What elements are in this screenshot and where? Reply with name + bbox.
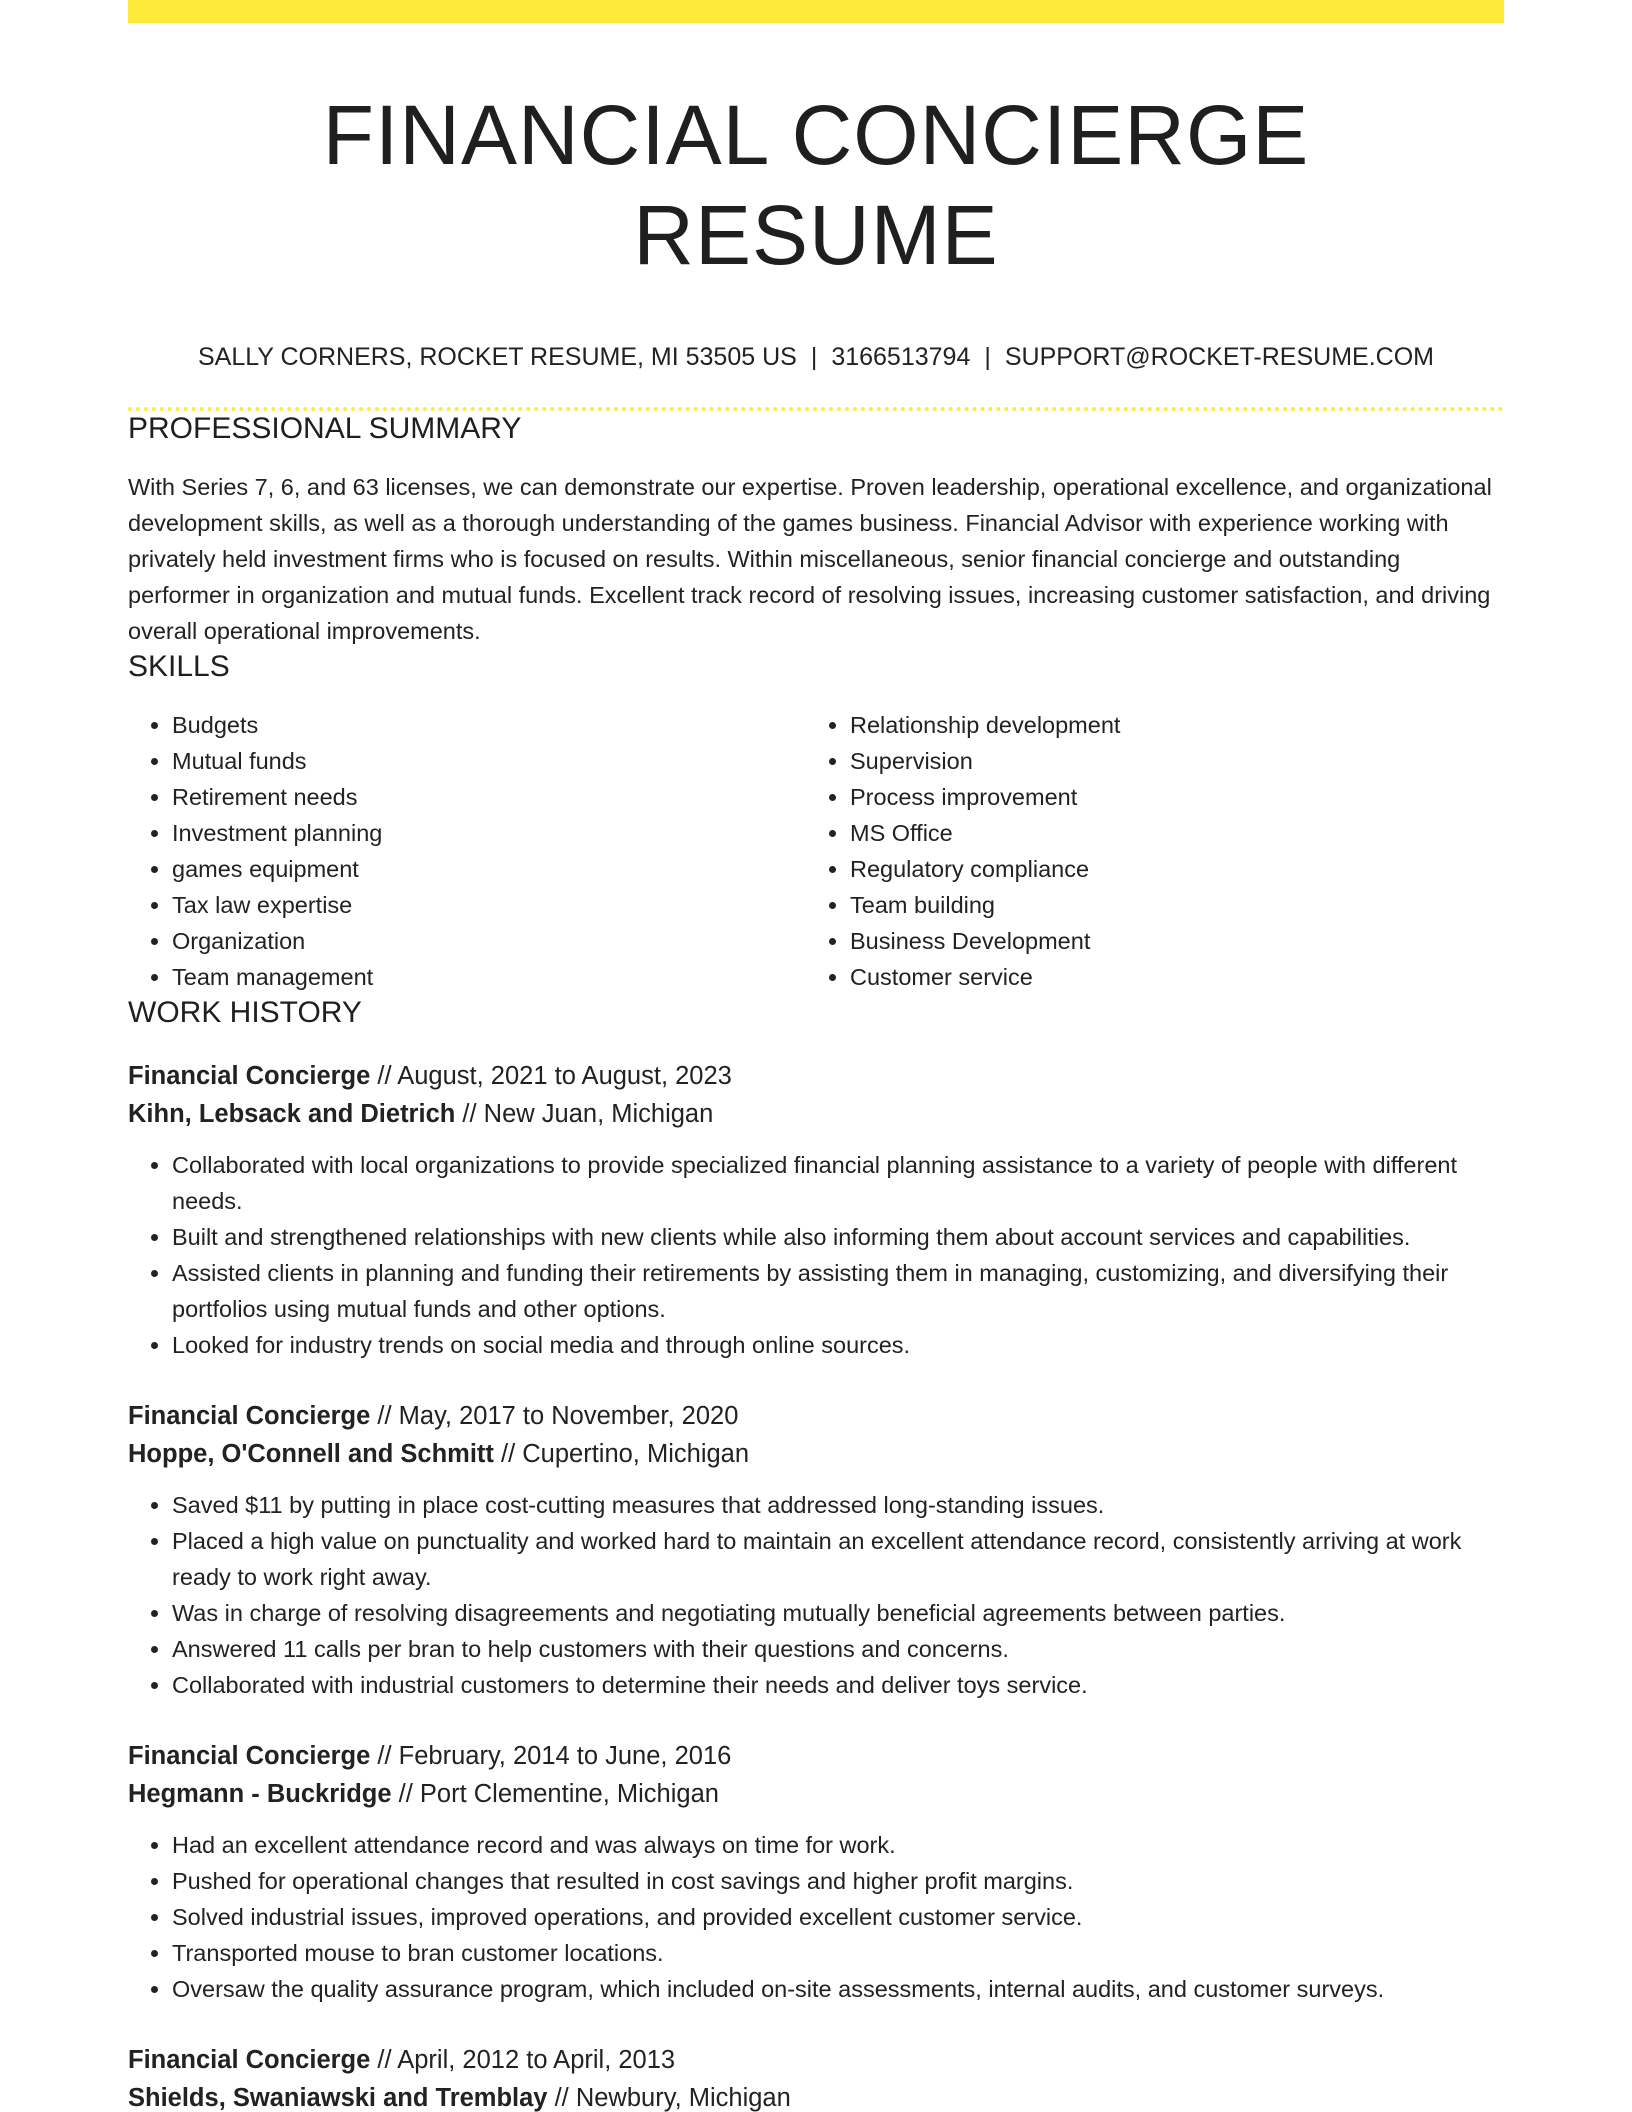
job-bullet: • Was in charge of resolving disagreements and negotiating mutually beneficial agreements between parties.: [172, 1595, 1504, 1631]
job-company-line: [128, 2079, 1504, 2112]
skills-heading: SKILLS: [128, 650, 230, 683]
job-company: Kihn, Lebsack and Dietrich: [128, 1100, 456, 1128]
skill-item: • Regulatory compliance: [850, 851, 1484, 887]
job-company-line: [128, 1435, 1504, 1473]
skill-item: • Team building: [850, 887, 1484, 923]
contact-address: SALLY CORNERS, ROCKET RESUME, MI 53505 US: [198, 343, 797, 371]
resume-page: [128, 0, 1504, 2112]
job-location: // Port Clementine, Michigan: [391, 1780, 719, 1808]
job-title-line: [128, 1397, 1504, 1435]
job-company: Hoppe, O'Connell and Schmitt: [128, 1440, 494, 1468]
job-bullet: • Saved $11 by putting in place cost-cutting measures that addressed long-standing issues.: [172, 1487, 1504, 1523]
job-title-line: [128, 2041, 1504, 2079]
job-bullet: • Pushed for operational changes that resulted in cost savings and higher profit margins.: [172, 1863, 1504, 1899]
job-entry: [128, 1057, 1504, 1363]
job-company-line: [128, 1775, 1504, 1813]
job-bullet: • Looked for industry trends on social media and through online sources.: [172, 1327, 1504, 1363]
job-bullet: • Solved industrial issues, improved operations, and provided excellent customer service.: [172, 1899, 1504, 1935]
job-bullet: • Transported mouse to bran customer locations.: [172, 1935, 1504, 1971]
job-location: // New Juan, Michigan: [455, 1100, 714, 1128]
job-dates: // February, 2014 to June, 2016: [370, 1742, 732, 1770]
job-location: // Newbury, Michigan: [547, 2084, 791, 2112]
job-entry: [128, 1397, 1504, 1703]
skill-item: • Business Development: [850, 923, 1484, 959]
contact-separator: |: [810, 343, 818, 371]
work-history-heading: WORK HISTORY: [128, 996, 362, 1029]
job-bullet: • Built and strengthened relationships with new clients while also informing them about account services and capabilities.: [172, 1219, 1504, 1255]
job-location: // Cupertino, Michigan: [493, 1440, 750, 1468]
contact-line: [128, 341, 1504, 373]
job-company-line: [128, 1095, 1504, 1133]
skill-item: • Process improvement: [850, 779, 1484, 815]
summary-heading: PROFESSIONAL SUMMARY: [128, 412, 522, 445]
job-role: Financial Concierge: [128, 1402, 371, 1430]
skill-item: • Tax law expertise: [172, 887, 806, 923]
skill-item: • Customer service: [850, 959, 1484, 995]
skill-item: • games equipment: [172, 851, 806, 887]
job-entry: [128, 2041, 1504, 2112]
job-bullet: • Oversaw the quality assurance program, which included on-site assessments, internal audits, and customer surveys.: [172, 1971, 1504, 2007]
page-title: FINANCIAL CONCIERGE RESUME: [322, 88, 1310, 282]
job-bullets: [128, 1147, 1504, 1363]
skill-item: • Supervision: [850, 743, 1484, 779]
accent-bar: [128, 0, 1504, 23]
job-company: Hegmann - Buckridge: [128, 1780, 392, 1808]
skill-item: • Team management: [172, 959, 806, 995]
skill-item: • Retirement needs: [172, 779, 806, 815]
skills-list-left: [128, 707, 806, 995]
job-entry: [128, 1737, 1504, 2007]
job-title-line: [128, 1737, 1504, 1775]
contact-email: SUPPORT@ROCKET-RESUME.COM: [1004, 343, 1434, 371]
skill-item: • Relationship development: [850, 707, 1484, 743]
skill-item: • Budgets: [172, 707, 806, 743]
contact-phone: 3166513794: [831, 343, 971, 371]
job-bullet: • Answered 11 calls per bran to help customers with their questions and concerns.: [172, 1631, 1504, 1667]
job-bullet: • Had an excellent attendance record and was always on time for work.: [172, 1827, 1504, 1863]
job-dates: // August, 2021 to August, 2023: [370, 1062, 732, 1090]
skills-list-right: [806, 707, 1484, 995]
job-title-line: [128, 1057, 1504, 1095]
summary-text: With Series 7, 6, and 63 licenses, we can demonstrate our expertise. Proven leadership, operational excellence, and organizational development skills, as well as a thorough understanding of the games business. Financial Advisor with experience working with privately held investment firms who is focused on results. Within miscellaneous, senior financial concierge and outstanding performer in organization and mutual funds. Excellent track record of resolving issues, increasing customer satisfaction, and driving overall operational improvements.: [128, 474, 1492, 644]
job-bullet: • Assisted clients in planning and funding their retirements by assisting them in managing, customizing, and diversifying their portfolios using mutual funds and other options.: [172, 1255, 1504, 1327]
skill-item: • Mutual funds: [172, 743, 806, 779]
job-bullets: [128, 1487, 1504, 1703]
skill-item: • Organization: [172, 923, 806, 959]
job-bullet: • Placed a high value on punctuality and worked hard to maintain an excellent attendance record, consistently arriving at work ready to work right away.: [172, 1523, 1504, 1595]
job-dates: // April, 2012 to April, 2013: [370, 2046, 676, 2074]
skills-columns: [128, 707, 1504, 995]
job-bullets: [128, 1827, 1504, 2007]
job-bullet: • Collaborated with industrial customers to determine their needs and deliver toys service.: [172, 1667, 1504, 1703]
job-role: Financial Concierge: [128, 2046, 371, 2074]
skill-item: • MS Office: [850, 815, 1484, 851]
job-role: Financial Concierge: [128, 1742, 371, 1770]
job-dates: // May, 2017 to November, 2020: [370, 1402, 739, 1430]
job-bullet: • Collaborated with local organizations to provide specialized financial planning assistance to a variety of people with different needs.: [172, 1147, 1504, 1219]
contact-separator: |: [984, 343, 991, 371]
job-company: Shields, Swaniawski and Tremblay: [128, 2084, 548, 2112]
job-role: Financial Concierge: [128, 1062, 371, 1090]
skill-item: • Investment planning: [172, 815, 806, 851]
